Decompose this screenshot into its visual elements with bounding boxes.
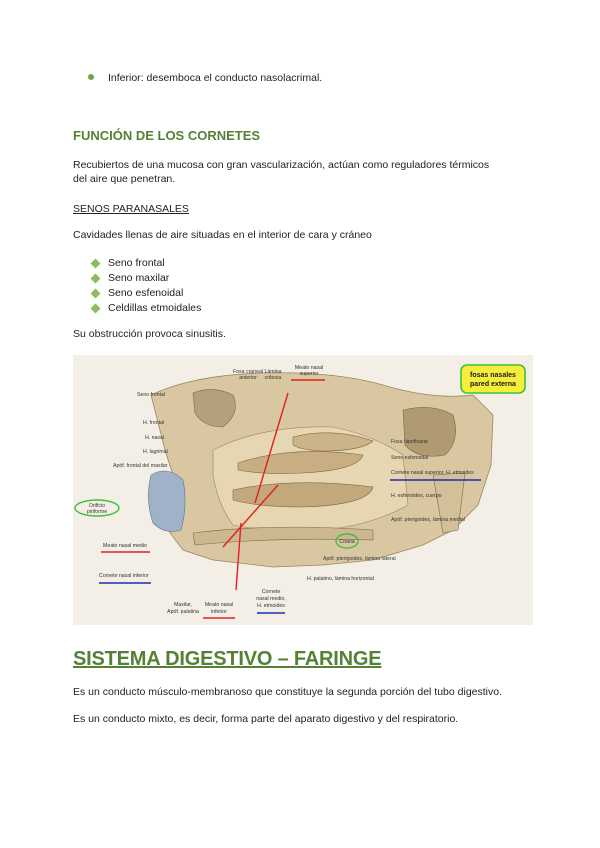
label-cornete-inferior: Cornete nasal inferior: [99, 573, 149, 579]
diamond-bullet-icon: [91, 274, 101, 284]
label-cornete-medio-3: H. etmoides: [257, 603, 285, 609]
nose-cartilage-shape: [148, 471, 185, 531]
list-item-label: Seno maxilar: [108, 272, 170, 284]
label-apof-pteri-lat: Apóf. pterigoides, lámina lateral: [323, 556, 396, 562]
diamond-bullet-icon: [91, 259, 101, 269]
label-h-nasal: H. nasal: [145, 435, 165, 441]
label-maxilar-1: Maxilar,: [174, 602, 192, 608]
list-item-label: Celdillas etmoidales: [108, 302, 202, 314]
label-h-frontal: H. frontal: [143, 420, 165, 426]
label-meato-inferior-1: Meato nasal: [204, 602, 234, 608]
label-seno-esfenoidal: Seno esfenoidal: [391, 455, 429, 461]
diamond-bullet-icon: [91, 289, 101, 299]
label-orificio-1: Orificio: [88, 503, 106, 509]
label-orificio-2: piriforme: [86, 509, 108, 515]
list-item: [92, 271, 201, 286]
label-meato-medio: Meato nasal medio: [103, 543, 147, 549]
senos-heading: SENOS PARANASALES: [73, 203, 189, 215]
label-fosa-craneal-2: anterior: [239, 375, 257, 381]
list-item-label: Seno esfenoidal: [108, 287, 184, 299]
faringe-paragraph-1: Es un conducto músculo-membranoso que constituye la segunda porción del tubo digestivo.: [73, 686, 503, 698]
label-cornete-medio-2: nasal medio,: [256, 596, 286, 602]
section-heading-cornetes: FUNCIÓN DE LOS CORNETES: [73, 128, 261, 143]
list-item-label: Seno frontal: [108, 257, 165, 269]
label-meato-inferior-2: inferior: [211, 609, 227, 615]
label-apof-frontal: Apóf. frontal del maxilar: [113, 463, 168, 469]
label-seno-frontal: Seno frontal: [137, 392, 165, 398]
cornetes-paragraph-line2: del aire que penetran.: [73, 173, 176, 185]
cornetes-paragraph-line1: Recubiertos de una mucosa con gran vascularización, actúan como reguladores térmicos: [73, 159, 490, 171]
list-item: [92, 301, 201, 316]
section-heading-faringe: SISTEMA DIGESTIVO – FARINGE: [73, 648, 382, 670]
badge-line1: fosas nasales: [470, 372, 516, 379]
label-maxilar-2: Apóf. palatina: [167, 609, 199, 615]
label-cornete-superior: Cornete nasal superior, H. etmoides: [391, 470, 474, 476]
label-coana: Coana: [339, 539, 355, 545]
sinusitis-note: Su obstrucción provoca sinusitis.: [73, 328, 226, 340]
label-apof-pteri-med: Apóf. pterigoides, lámina medial: [391, 517, 465, 523]
label-cornete-medio-1: Cornete: [261, 589, 281, 595]
faringe-paragraph-2: Es un conducto mixto, es decir, forma parte del aparato digestivo y del respiratorio.: [73, 713, 459, 725]
label-h-palatino: H. palatino, lámina horizontal: [307, 576, 374, 582]
badge-line2: pared externa: [470, 381, 516, 388]
label-fosa-craneal-1: Fosa craneal: [233, 369, 263, 375]
list-item: [92, 286, 201, 301]
label-fosa-hipofisaria: Fosa hipofisaria: [391, 439, 428, 445]
bullet-dot-icon: [88, 74, 94, 80]
label-meato-superior-2: superior: [299, 371, 319, 377]
label-lamina-cribosa-1: Lámina: [264, 369, 282, 375]
senos-list: [92, 256, 201, 316]
label-meato-superior-1: Meato nasal: [294, 365, 324, 371]
label-h-lagrimal: H. lagrimal: [143, 449, 168, 455]
sphenoid-sinus-shape: [403, 407, 456, 456]
inferior-bullet-text: Inferior: desemboca el conducto nasolacrimal.: [108, 72, 323, 84]
senos-description: Cavidades llenas de aire situadas en el interior de cara y cráneo: [73, 229, 372, 241]
label-h-esfenoides: H. esfenoides, cuerpo: [391, 493, 442, 499]
list-item: [92, 256, 201, 271]
nasal-cavity-figure: [73, 355, 533, 625]
label-lamina-cribosa-2: cribosa: [264, 375, 282, 381]
fosas-nasales-badge: [461, 365, 525, 393]
diamond-bullet-icon: [91, 304, 101, 314]
